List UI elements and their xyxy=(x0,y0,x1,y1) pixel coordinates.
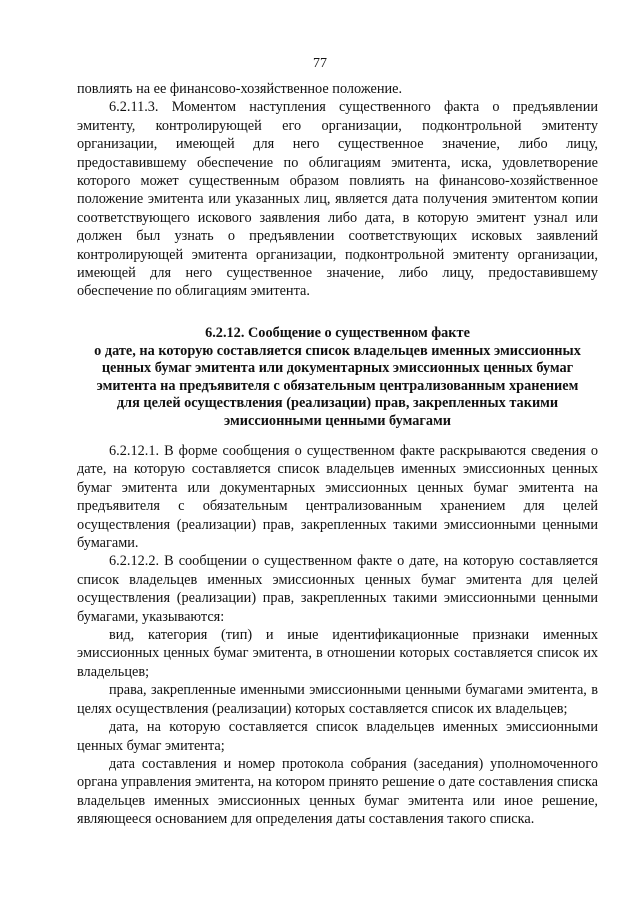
paragraph: вид, категория (тип) и иные идентификационные признаки именных эмиссионных ценных бумаг эмитента, в отношении которых составляется список их владельцев; xyxy=(77,627,598,680)
paragraph: 6.2.12.1. В форме сообщения о существенном факте раскрываются сведения о дате, на которую составляется список владельцев именных эмиссионных ценных бумаг эмитента или документарных эмиссионных ценных бумаг эмитента на предъявителя с обязательным централизованным хранением для целей осуществления (реализации) прав, закрепленных такими эмиссионными ценными бумагами. xyxy=(77,443,598,552)
page-number: 77 xyxy=(313,56,327,71)
paragraph: дата, на которую составляется список владельцев именных эмиссионными ценных бумаг эмитента; xyxy=(77,719,598,754)
paragraph: повлиять на ее финансово-хозяйственное положение. xyxy=(77,81,403,97)
bottom-text-block xyxy=(77,442,598,829)
section-heading xyxy=(70,325,605,431)
heading-line: эмиссионными ценными бумагами xyxy=(223,412,452,429)
heading-line: ценных бумаг эмитента или документарных эмиссионных ценных бумаг xyxy=(101,360,574,377)
heading-line: эмитента на предъявителя с обязательным централизованным хранением xyxy=(96,377,579,394)
heading-line: 6.2.12. Сообщение о существенном факте xyxy=(205,325,470,341)
heading-line: для целей осуществления (реализации) прав, закрепленных такими xyxy=(116,395,559,412)
paragraph: дата составления и номер протокола собрания (заседания) уполномоченного органа управления эмитента, на котором принято решение о дате составления списка владельцев именных эмиссионных ценных бумаг эмитента или иное решение, являющееся основанием для определения даты составления такого списка. xyxy=(77,755,598,828)
paragraph: 6.2.11.3. Моментом наступления существенного факта о предъявлении эмитенту, контролирующей его организации, подконтрольной эмитенту организации, имеющей для него существенное значение, либо лицу, предоставившему обеспечение по облигациям эмитента, иска, удовлетворение которого может существенным образом повлиять на финансово-хозяйственное положение эмитента или указанных лиц, является дата получения эмитентом копии соответствующего искового заявления либо дата, в которую эмитент узнал или должен был узнать о предъявлении соответствующих исковых заявлений контролирующей эмитента организации, подконтрольной эмитенту организации, имеющей для него существенное значение, либо лицу, предоставившему обеспечение по облигациям эмитента. xyxy=(77,99,598,300)
paragraph: права, закрепленные именными эмиссионными ценными бумагами эмитента, в целях осуществления (реализации) которых составляется список их владельцев; xyxy=(77,682,598,717)
heading-line: о дате, на которую составляется список владельцев именных эмиссионных xyxy=(94,342,581,359)
paragraph: 6.2.12.2. В сообщении о существенном факте о дате, на которую составляется список владельцев именных эмиссионных ценных бумаг эмитента для целей осуществления (реализации) прав, закрепленных такими эмиссионными ценными бумагами, указываются: xyxy=(77,553,598,625)
top-text-block xyxy=(77,80,598,301)
